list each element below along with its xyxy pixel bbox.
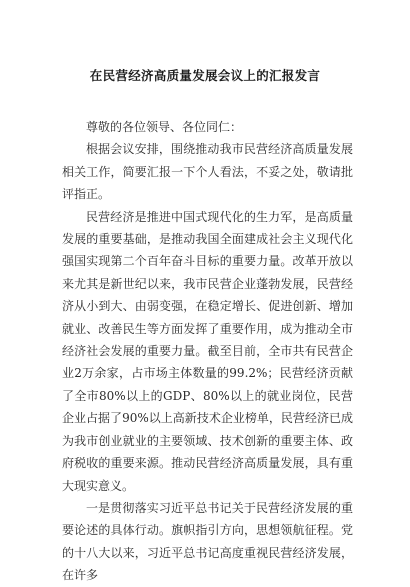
document-body: [62, 116, 353, 587]
document-title: 在民营经济高质量发展会议上的汇报发言: [89, 68, 321, 83]
body-paragraph: 一是贯彻落实习近平总书记关于民营经济发展的重要论述的具体行动。旗帜指引方向，思想领航征程。党的十八大以来，习近平总书记高度重视民营经济发展，在许多: [62, 500, 353, 583]
salutation-paragraph: 尊敬的各位领导、各位同仁：: [86, 120, 243, 134]
intro-paragraph: 根据会议安排，围绕推动我市民营经济高质量发展相关工作，简要汇报一下个人看法，不妥之处，敬请批评指正。: [62, 142, 353, 202]
body-paragraph: 民营经济是推进中国式现代化的生力军，是高质量发展的重要基础，是推动我国全面建成社会主义现代化强国实现第二个百年奋斗目标的重要力量。改革开放以来尤其是新世纪以来，我市民营企业蓬勃发展，民营经济从小到大、由弱变强，在稳定增长、促进创新、增加就业、改善民生等方面发挥了重要作用，成为推动全市经济社会发展的重要力量。截至目前，全市共有民营企业2万余家，占市场主体数量的99.2%；民营经济贡献了全市80%以上的GDP、80%以上的就业岗位，民营企业占据了90%以上高新技术企业榜单，民营经济已成为我市创业就业的主要领域、技术创新的重要主体、政府税收的重要来源。推动民营经济高质量发展，具有重大现实意义。: [62, 209, 353, 493]
